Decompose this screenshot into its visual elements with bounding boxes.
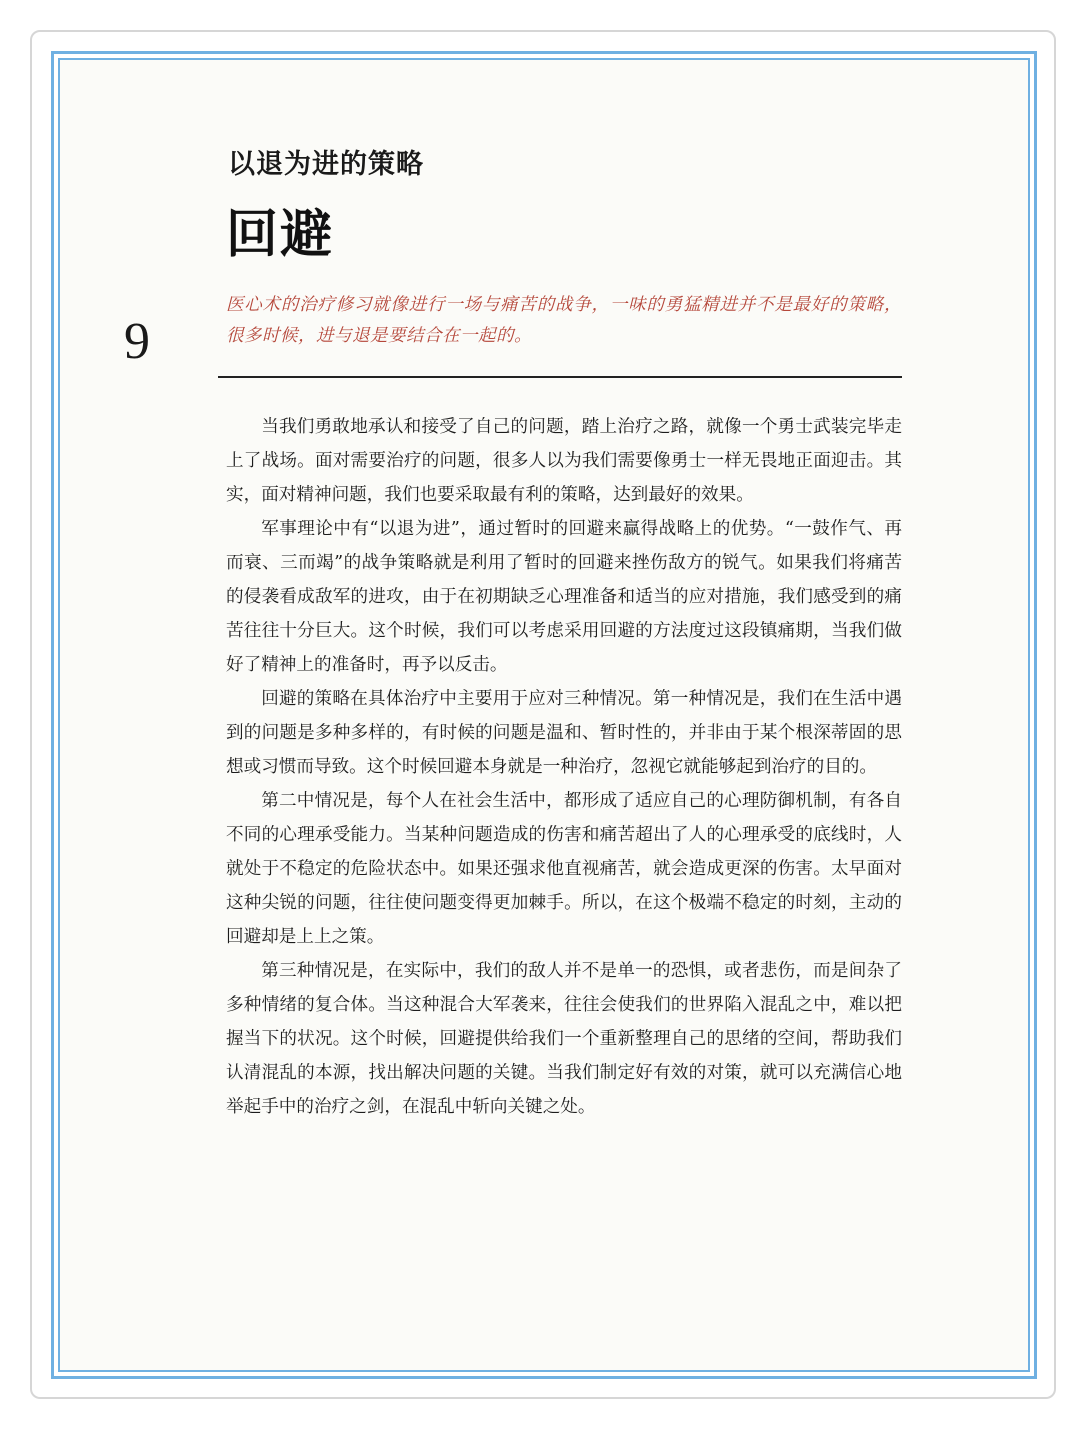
body-text (226, 410, 902, 1124)
paragraph: 第三种情况是，在实际中，我们的敌人并不是单一的恐惧，或者悲伤，而是间杂了多种情绪的复合体。当这种混合大军袭来，往往会使我们的世界陷入混乱之中，难以把握当下的状况。这个时候，回避提供给我们一个重新整理自己的思绪的空间，帮助我们认清混乱的本源，找出解决问题的关键。当我们制定好有效的对策，就可以充满信心地举起手中的治疗之剑，在混乱中斩向关键之处。 (226, 961, 902, 1117)
divider-line (218, 376, 902, 378)
paragraph: 当我们勇敢地承认和接受了自己的问题，踏上治疗之路，就像一个勇士武装完毕走上了战场。面对需要治疗的问题，很多人以为我们需要像勇士一样无畏地正面迎击。其实，面对精神问题，我们也要采取最有利的策略，达到最好的效果。 (226, 417, 902, 505)
paragraph: 军事理论中有“以退为进”，通过暂时的回避来赢得战略上的优势。“一鼓作气、再而衰、三而竭”的战争策略就是利用了暂时的回避来挫伤敌方的锐气。如果我们将痛苦的侵袭看成敌军的进攻，由于在初期缺乏心理准备和适当的应对措施，我们感受到的痛苦往往十分巨大。这个时候，我们可以考虑采用回避的方法度过这段镇痛期，当我们做好了精神上的准备时，再予以反击。 (226, 519, 902, 675)
chapter-title: 回避 (226, 204, 335, 265)
epigraph: 医心术的治疗修习就像进行一场与痛苦的战争，一味的勇猛精进并不是最好的策略，很多时候，进与退是要结合在一起的。 (226, 295, 902, 346)
paragraph: 回避的策略在具体治疗中主要用于应对三种情况。第一种情况是，我们在生活中遇到的问题是多种多样的，有时候的问题是温和、暂时性的，并非由于某个根深蒂固的思想或习惯而导致。这个时候回避本身就是一种治疗，忽视它就能够起到治疗的目的。 (226, 689, 902, 777)
paragraph: 第二中情况是，每个人在社会生活中，都形成了适应自己的心理防御机制，有各自不同的心理承受能力。当某种问题造成的伤害和痛苦超出了人的心理承受的底线时，人就处于不稳定的危险状态中。如果还强求他直视痛苦，就会造成更深的伤害。太早面对这种尖锐的问题，往往使问题变得更加棘手。所以，在这个极端不稳定的时刻，主动的回避却是上上之策。 (226, 791, 902, 947)
chapter-number: 9 (124, 313, 150, 370)
chapter-subtitle: 以退为进的策略 (228, 149, 424, 180)
